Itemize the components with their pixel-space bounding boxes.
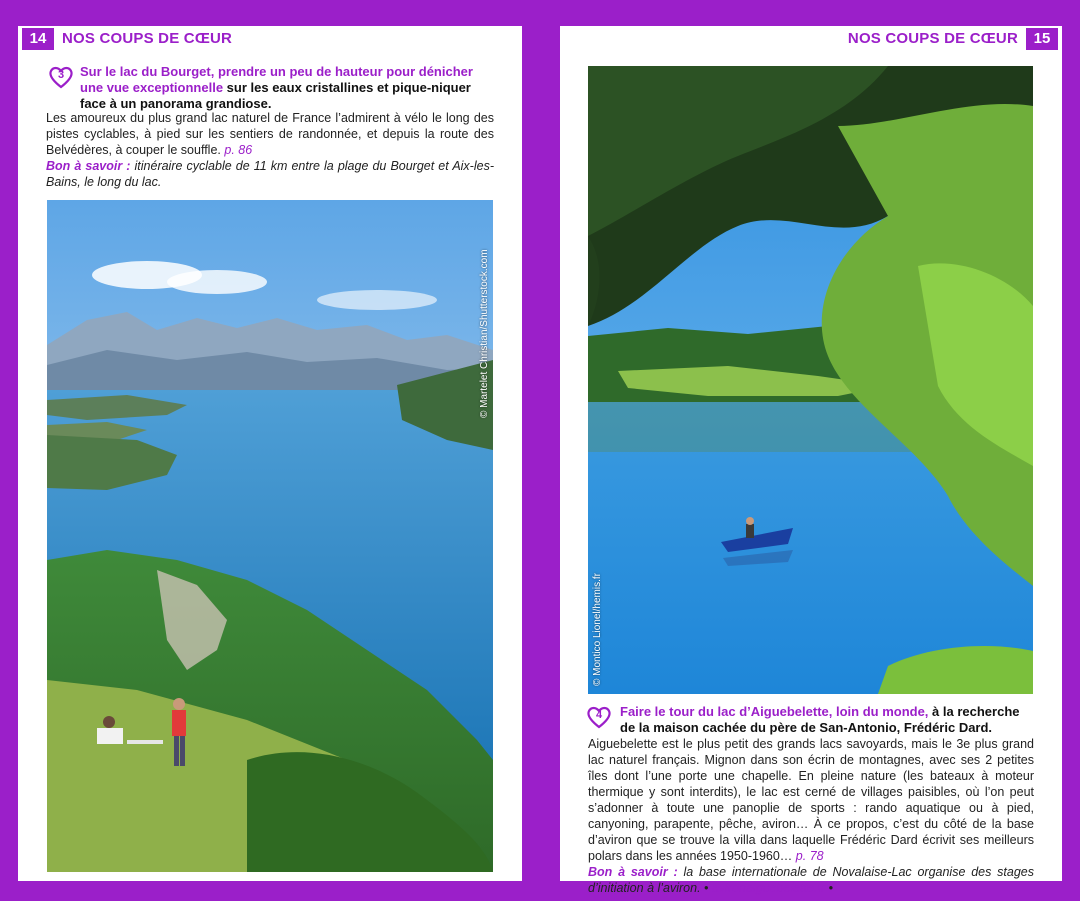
page-reference-link[interactable]: p. 86 (224, 143, 253, 157)
tip-end: • (828, 881, 834, 895)
page-reference-link[interactable]: p. 78 (795, 849, 824, 863)
body-paragraph: Les amoureux du plus grand lac naturel de France l’admirent à vélo le long des pistes cyclables, à pied sur les sentiers de randonnée, et depuis la route des Belvédères, à couper le souffle. (46, 111, 494, 157)
website-link[interactable]: avironaiguebelette.fr (711, 881, 826, 895)
heading-highlight: Sur le lac du Bourget, prendre un peu de hauteur pour dénicher une vue exceptionnelle (80, 64, 473, 95)
entry-body (588, 736, 1034, 896)
entry-heading (620, 704, 1030, 736)
photo-credit: © Montico Lionel/hemis.fr (592, 573, 603, 686)
running-head-right: NOS COUPS DE CŒUR (847, 30, 1018, 47)
tip-text: la base internationale de Novalaise-Lac organise des stages d’initiation à l’aviron. • (588, 865, 1034, 895)
heading-rest: sur les eaux cristallines et pique-niquer face à un panorama grandiose. (80, 80, 471, 111)
entry-number: 3 (57, 69, 65, 81)
photo-credit: © Martelet Christian/Shutterstock.com (479, 249, 490, 418)
page-number-right: 15 (1026, 28, 1058, 50)
tip-label: Bon à savoir : (588, 865, 678, 879)
photo-lac-aiguebelette (588, 66, 1033, 694)
body-paragraph: Aiguebelette est le plus petit des grands lacs savoyards, mais le 3e plus grand lac naturel français. Mignon dans son écrin de montagnes, avec ses 2 petites îles dont l’une porte une chapelle. En pleine nature (les bateaux à moteur thermique y sont interdits), le lac est cerné de villages paisibles, où l’on peut s’adonner à toute une panoplie de sports : rando aquatique ou à pied, canyoning, parapente, pêche, aviron… À ce propos, c’est du côté de la base d’aviron que se trouve la villa dans laquelle Frédéric Dard écrivit ses meilleurs polars dans les années 1950-1960… (588, 737, 1034, 863)
heading-highlight: Faire le tour du lac d’Aiguebelette, loin du monde, (620, 704, 929, 719)
tip-text: itinéraire cyclable de 11 km entre la plage du Bourget et Aix-les-Bains, le long du lac. (46, 159, 494, 189)
entry-number: 4 (595, 709, 603, 721)
heart-number-icon (586, 704, 612, 730)
tip-label: Bon à savoir : (46, 159, 131, 173)
page-number-left: 14 (22, 28, 54, 50)
heart-number-icon (48, 64, 74, 90)
tip-paragraph (46, 158, 494, 190)
running-head-left: NOS COUPS DE CŒUR (62, 30, 233, 47)
tip-paragraph (588, 864, 1034, 896)
entry-heading (80, 64, 490, 112)
photo-lac-du-bourget (47, 200, 493, 872)
heading-rest: à la recherche de la maison cachée du père de San-Antonio, Frédéric Dard. (620, 704, 1020, 735)
entry-body (46, 110, 494, 190)
